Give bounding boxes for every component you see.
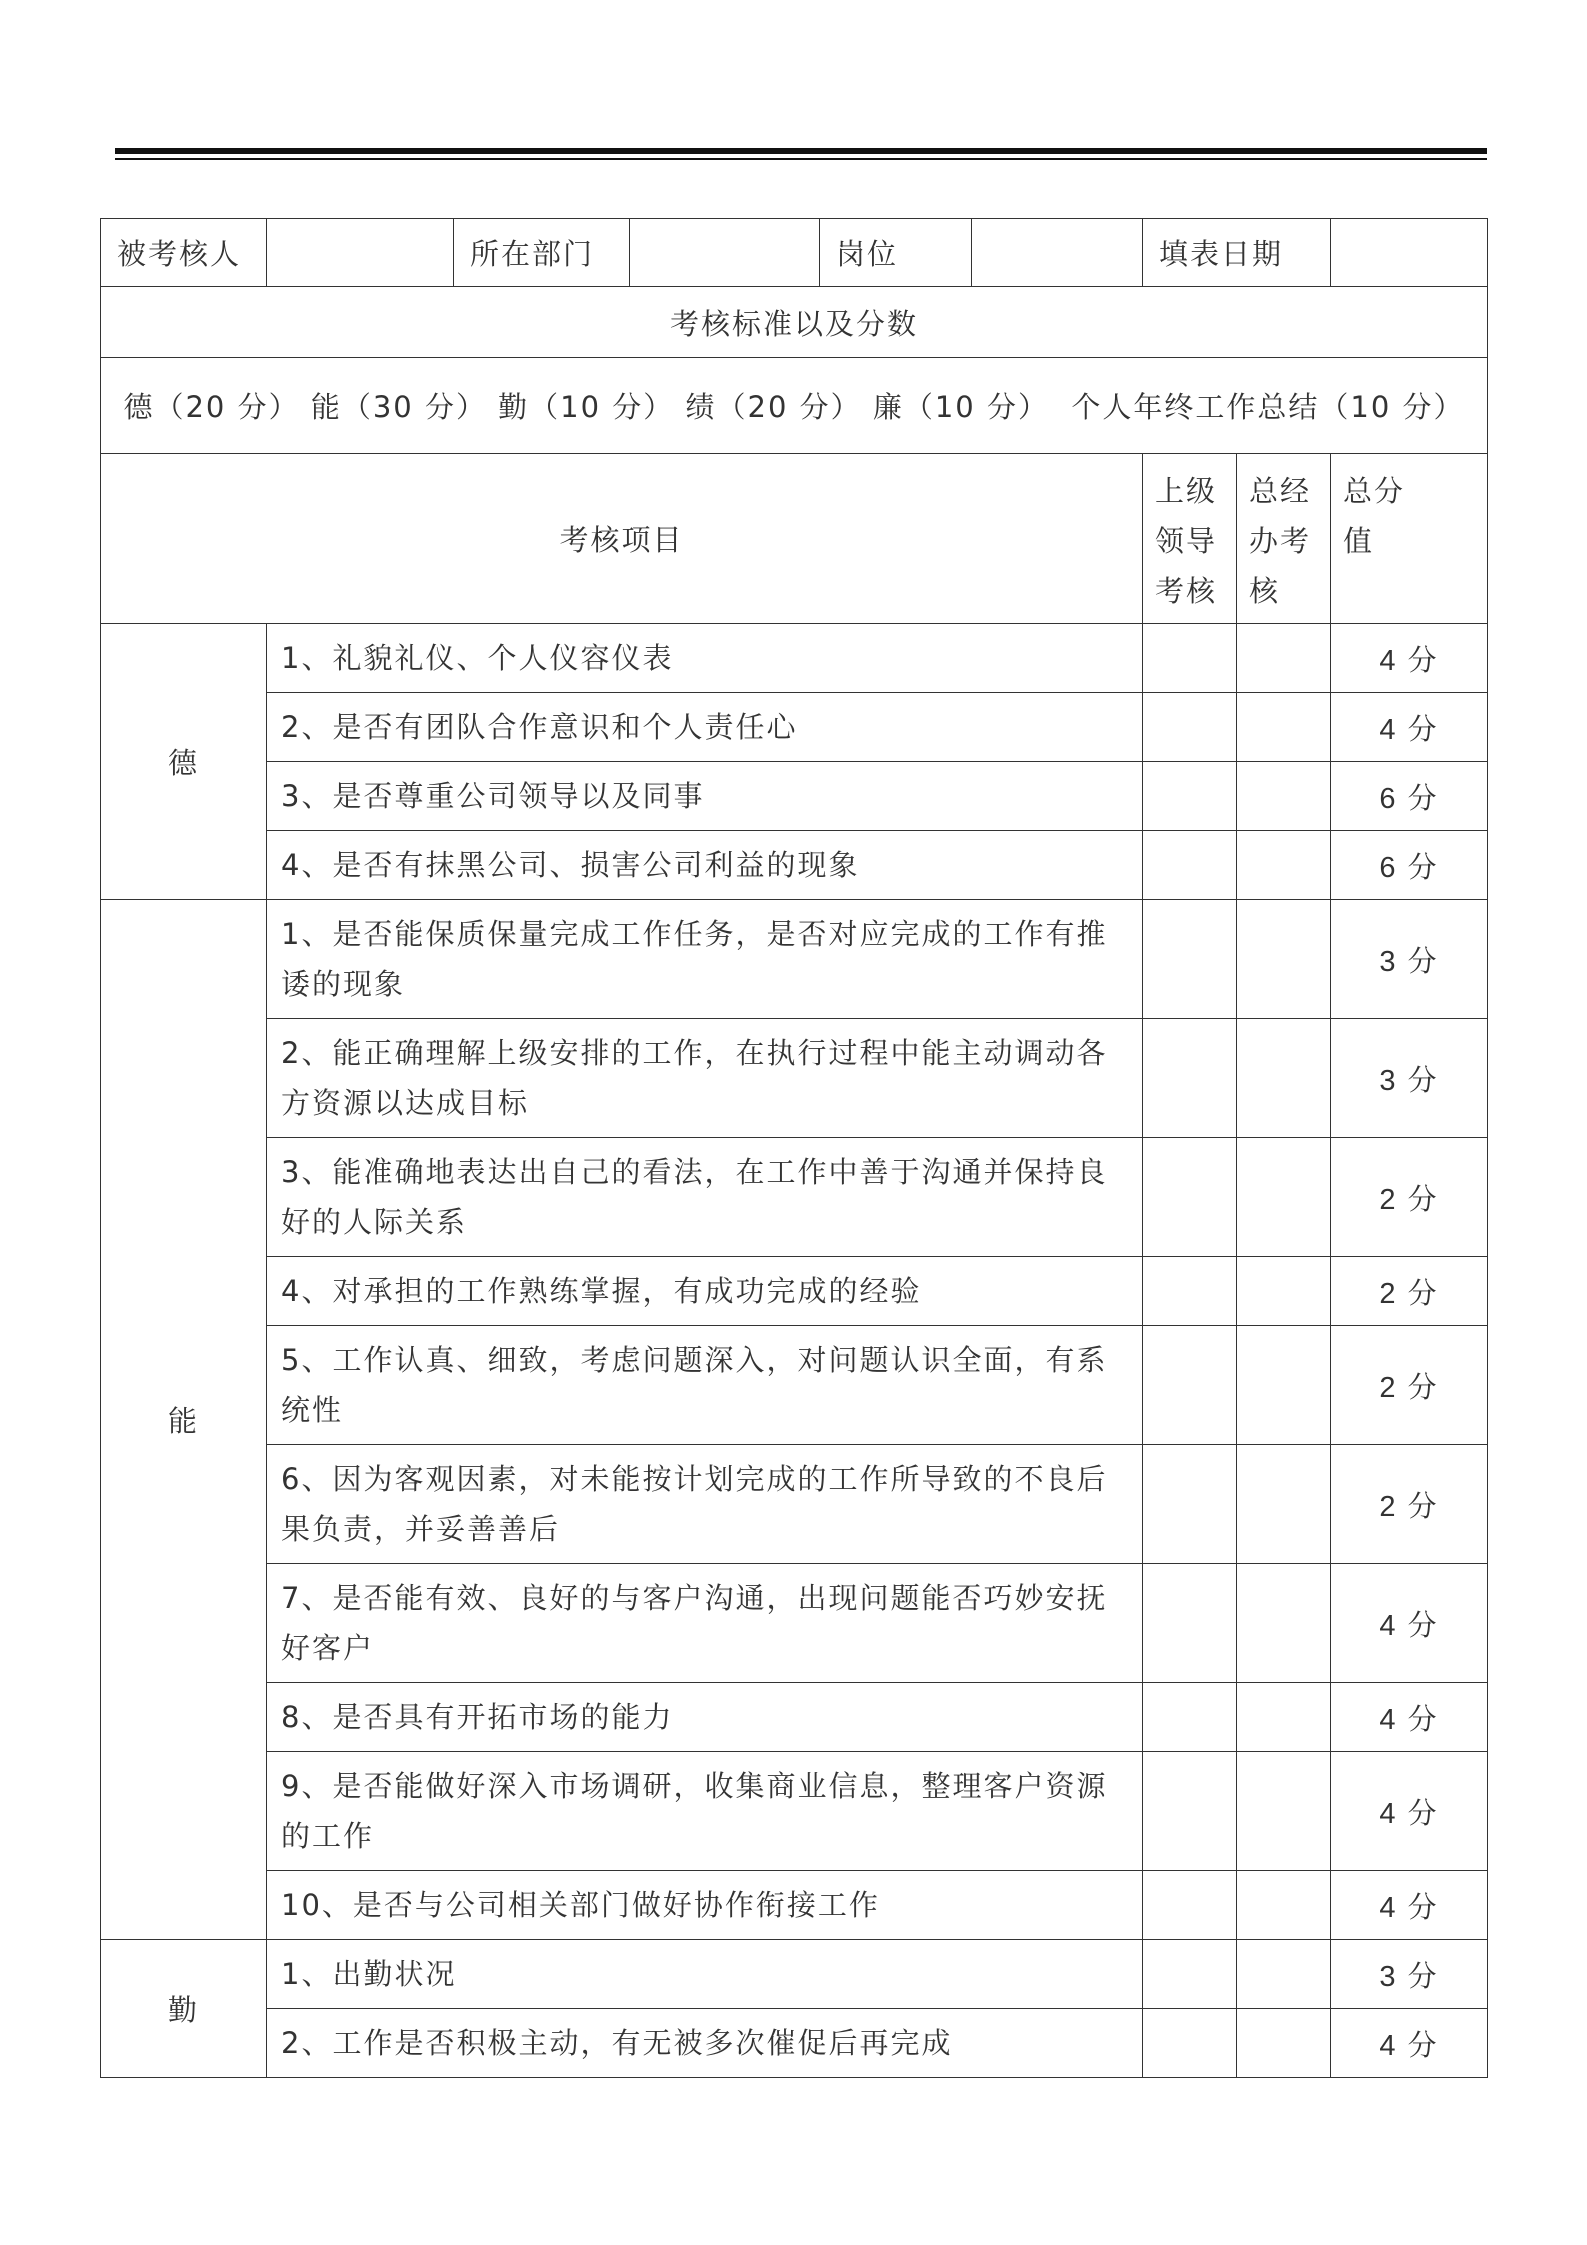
gm-score-cell[interactable] [1237,762,1331,831]
item-text: 2、是否有团队合作意识和个人责任心 [267,693,1143,762]
table-row [101,2009,1488,2078]
superior-score-cell[interactable] [1143,1445,1237,1564]
gm-score-cell[interactable] [1237,1683,1331,1752]
table-row [101,1445,1488,1564]
superior-score-cell[interactable] [1143,1019,1237,1138]
col-header-gm-office-line: 总经 [1249,474,1312,508]
superior-score-cell[interactable] [1143,1257,1237,1326]
table-row [101,900,1488,1019]
item-text: 3、是否尊重公司领导以及同事 [267,762,1143,831]
superior-score-cell[interactable] [1143,1871,1237,1940]
item-text: 4、对承担的工作熟练掌握，有成功完成的经验 [267,1257,1143,1326]
item-score: 4 分 [1331,1683,1488,1752]
column-header-row [101,454,1488,624]
col-header-gm-office-line: 办考 [1249,524,1312,558]
col-header-total-line: 总分 [1343,474,1406,508]
item-text: 3、能准确地表达出自己的看法，在工作中善于沟通并保持良好的人际关系 [267,1138,1143,1257]
col-header-superior-line: 领导 [1155,524,1218,558]
table-row [101,1683,1488,1752]
superior-score-cell[interactable] [1143,900,1237,1019]
table-row [101,1871,1488,1940]
item-text: 10、是否与公司相关部门做好协作衔接工作 [267,1871,1143,1940]
gm-score-cell[interactable] [1237,900,1331,1019]
superior-score-cell[interactable] [1143,762,1237,831]
header-rule-thin [115,158,1487,160]
gm-score-cell[interactable] [1237,1257,1331,1326]
superior-score-cell[interactable] [1143,1940,1237,2009]
table-row [101,1940,1488,2009]
position-input-cell[interactable] [972,219,1143,287]
item-score: 3 分 [1331,1940,1488,2009]
item-text: 5、工作认真、细致，考虑问题深入，对问题认识全面，有系统性 [267,1326,1143,1445]
item-score: 4 分 [1331,1871,1488,1940]
item-text: 7、是否能有效、良好的与客户沟通，出现问题能否巧妙安抚好客户 [267,1564,1143,1683]
item-text: 9、是否能做好深入市场调研，收集商业信息，整理客户资源的工作 [267,1752,1143,1871]
col-header-gm-office-line: 核 [1249,574,1281,608]
gm-score-cell[interactable] [1237,624,1331,693]
item-score: 4 分 [1331,2009,1488,2078]
header-rule-thick [115,148,1487,154]
position-label: 岗位 [820,219,972,287]
table-row [101,693,1488,762]
table-row [101,1257,1488,1326]
gm-score-cell[interactable] [1237,831,1331,900]
table-row [101,1326,1488,1445]
item-text: 2、能正确理解上级安排的工作，在执行过程中能主动调动各方资源以达成目标 [267,1019,1143,1138]
superior-score-cell[interactable] [1143,1752,1237,1871]
gm-score-cell[interactable] [1237,1871,1331,1940]
department-label: 所在部门 [454,219,630,287]
assessment-form-table [100,218,1488,2078]
item-text: 8、是否具有开拓市场的能力 [267,1683,1143,1752]
superior-score-cell[interactable] [1143,2009,1237,2078]
gm-score-cell[interactable] [1237,1564,1331,1683]
item-score: 2 分 [1331,1326,1488,1445]
fill-date-label: 填表日期 [1143,219,1331,287]
item-text: 6、因为客观因素，对未能按计划完成的工作所导致的不良后果负责，并妥善善后 [267,1445,1143,1564]
item-score: 3 分 [1331,900,1488,1019]
col-header-superior [1143,454,1237,624]
gm-score-cell[interactable] [1237,1940,1331,2009]
gm-score-cell[interactable] [1237,1019,1331,1138]
item-text: 1、出勤状况 [267,1940,1143,2009]
superior-score-cell[interactable] [1143,1683,1237,1752]
gm-score-cell[interactable] [1237,1326,1331,1445]
category-qin: 勤 [101,1940,267,2078]
item-score: 4 分 [1331,1752,1488,1871]
superior-score-cell[interactable] [1143,693,1237,762]
table-row [101,1019,1488,1138]
table-row [101,762,1488,831]
item-score: 2 分 [1331,1445,1488,1564]
col-header-superior-line: 考核 [1155,574,1218,608]
superior-score-cell[interactable] [1143,1326,1237,1445]
item-text: 1、是否能保质保量完成工作任务，是否对应完成的工作有推诿的现象 [267,900,1143,1019]
table-row [101,624,1488,693]
col-header-item: 考核项目 [101,454,1143,624]
category-neng: 能 [101,900,267,1940]
item-score: 6 分 [1331,762,1488,831]
gm-score-cell[interactable] [1237,2009,1331,2078]
superior-score-cell[interactable] [1143,1138,1237,1257]
item-score: 6 分 [1331,831,1488,900]
table-row [101,1564,1488,1683]
item-score: 3 分 [1331,1019,1488,1138]
col-header-superior-line: 上级 [1155,474,1218,508]
item-score: 4 分 [1331,1564,1488,1683]
col-header-total-line: 值 [1343,524,1375,558]
col-header-gm-office [1237,454,1331,624]
col-header-total [1331,454,1488,624]
gm-score-cell[interactable] [1237,1445,1331,1564]
criteria-line: 德（20 分） 能（30 分） 勤（10 分） 绩（20 分） 廉（10 分） 个人年终工作总结（10 分） [101,358,1488,454]
header-info-row [101,219,1488,287]
item-score: 4 分 [1331,693,1488,762]
superior-score-cell[interactable] [1143,624,1237,693]
item-text: 2、工作是否积极主动，有无被多次催促后再完成 [267,2009,1143,2078]
table-row [101,1138,1488,1257]
category-de: 德 [101,624,267,900]
table-row [101,1752,1488,1871]
table-row [101,831,1488,900]
reviewee-label: 被考核人 [101,219,267,287]
item-text: 1、礼貌礼仪、个人仪容仪表 [267,624,1143,693]
criteria-title: 考核标准以及分数 [101,287,1488,358]
superior-score-cell[interactable] [1143,1564,1237,1683]
gm-score-cell[interactable] [1237,693,1331,762]
gm-score-cell[interactable] [1237,1752,1331,1871]
gm-score-cell[interactable] [1237,1138,1331,1257]
department-input-cell[interactable] [630,219,820,287]
item-score: 2 分 [1331,1138,1488,1257]
item-text: 4、是否有抹黑公司、损害公司利益的现象 [267,831,1143,900]
item-score: 4 分 [1331,624,1488,693]
superior-score-cell[interactable] [1143,831,1237,900]
item-score: 2 分 [1331,1257,1488,1326]
reviewee-input-cell[interactable] [267,219,454,287]
fill-date-input-cell[interactable] [1331,219,1488,287]
